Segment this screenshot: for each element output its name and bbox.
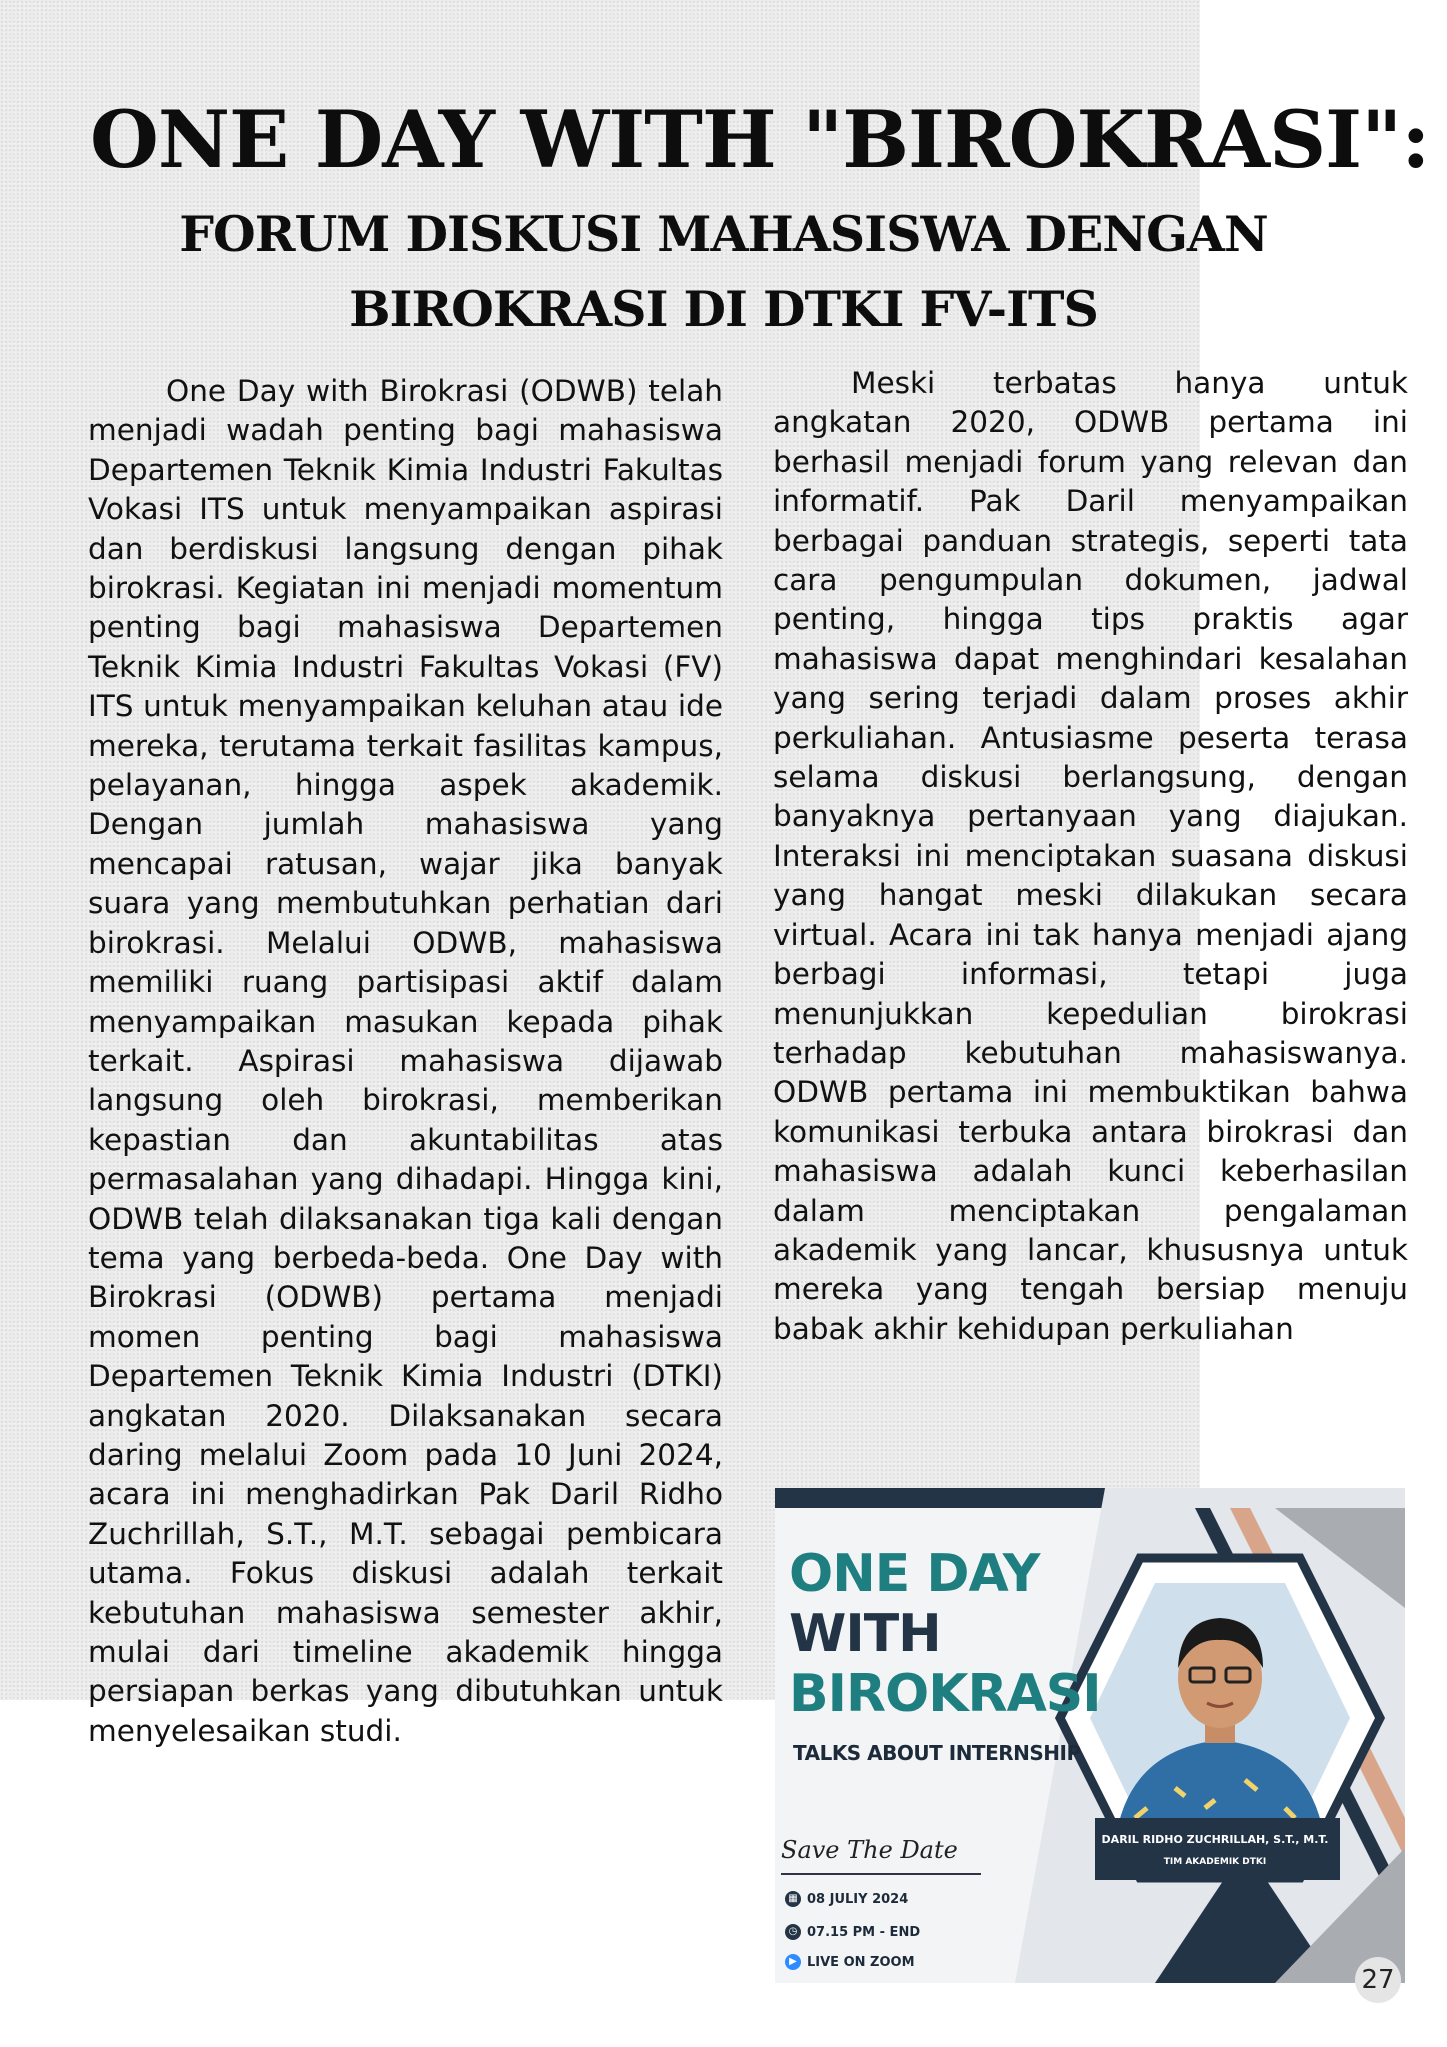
speaker-name-banner	[1095, 1833, 1335, 1869]
page-number: 27	[1355, 1957, 1401, 2003]
event-time-text: 07.15 PM - END	[807, 1924, 921, 1940]
right-column-text: Meski terbatas hanya untuk angkatan 2020, ODWB pertama ini berhasil menjadi forum yang relevan dan informatif. Pak Daril menyampaikan berbagai panduan strategis, seperti tata cara pengumpulan dokumen, jadwal penting, hingga tips praktis agar mahasiswa dapat menghindari kesalahan yang sering terjadi dalam proses akhir perkuliahan. Antusiasme peserta terasa selama diskusi berlangsung, dengan banyaknya pertanyaan yang diajukan. Interaksi ini menciptakan suasana diskusi yang hangat meski dilakukan secara virtual. Acara ini tak hanya menjadi ajang berbagi informasi, tetapi juga menunjukkan kepedulian birokrasi terhadap kebutuhan mahasiswanya. ODWB pertama ini membuktikan bahwa komunikasi terbuka antara birokrasi dan mahasiswa adalah kunci keberhasilan dalam menciptakan pengalaman akademik yang lancar, khususnya untuk mereka yang tengah bersiap menuju babak akhir kehidupan perkuliahan	[773, 366, 1408, 1346]
poster-title-line-2: WITH	[789, 1604, 941, 1664]
clock-icon: ◷	[785, 1924, 801, 1940]
event-platform-text: LIVE ON ZOOM	[807, 1954, 915, 1970]
poster-title-line-3: BIROKRASI	[789, 1664, 1101, 1724]
event-platform	[785, 1954, 915, 1970]
speaker-role: TIM AKADEMIK DTKI	[1163, 1857, 1267, 1867]
poster-subtitle: TALKS ABOUT INTERNSHIP	[793, 1741, 1081, 1765]
subtitle-line-2: BIROKRASI DI DTKI FV-ITS	[349, 280, 1098, 338]
save-the-date: Save The Date	[781, 1836, 958, 1864]
article-right-column	[773, 364, 1408, 1349]
poster-title-line-1: ONE DAY	[789, 1544, 1040, 1604]
page-title: ONE DAY WITH "BIROKRASI":	[90, 93, 1430, 186]
save-date-divider	[781, 1873, 981, 1875]
speaker-name: DARIL RIDHO ZUCHRILLAH, S.T., M.T.	[1101, 1833, 1329, 1846]
event-date-text: 08 JULIY 2024	[807, 1891, 909, 1907]
calendar-icon: ▦	[785, 1891, 801, 1907]
left-column-text: One Day with Birokrasi (ODWB) telah menjadi wadah penting bagi mahasiswa Departemen Teknik Kimia Industri Fakultas Vokasi ITS untuk menyampaikan aspirasi dan berdiskusi langsung dengan pihak birokrasi. Kegiatan ini menjadi momentum penting bagi mahasiswa Departemen Teknik Kimia Industri Fakultas Vokasi (FV) ITS untuk menyampaikan keluhan atau ide mereka, terutama terkait fasilitas kampus, pelayanan, hingga aspek akademik. Dengan jumlah mahasiswa yang mencapai ratusan, wajar jika banyak suara yang membutuhkan perhatian dari birokrasi. Melalui ODWB, mahasiswa memiliki ruang partisipasi aktif dalam menyampaikan masukan kepada pihak terkait. Aspirasi mahasiswa dijawab langsung oleh birokrasi, memberikan kepastian dan akuntabilitas atas permasalahan yang dihadapi. Hingga kini, ODWB telah dilaksanakan tiga kali dengan tema yang berbeda-beda. One Day with Birokrasi (ODWB) pertama menjadi momen penting bagi mahasiswa Departemen Teknik Kimia Industri (DTKI) angkatan 2020. Dilaksanakan secara daring melalui Zoom pada 10 Juni 2024, acara ini menghadirkan Pak Daril Ridho Zuchrillah, S.T., M.T. sebagai pembicara utama. Fokus diskusi adalah terkait kebutuhan mahasiswa semester akhir, mulai dari timeline akademik hingga persiapan berkas yang dibutuhkan untuk menyelesaikan studi.	[88, 374, 723, 1748]
event-time	[785, 1924, 920, 1940]
event-poster	[775, 1488, 1405, 1983]
zoom-icon: ▶	[785, 1954, 801, 1970]
event-date	[785, 1891, 908, 1907]
subtitle-line-1: FORUM DISKUSI MAHASISWA DENGAN	[179, 205, 1268, 263]
article-left-column	[88, 372, 723, 1751]
